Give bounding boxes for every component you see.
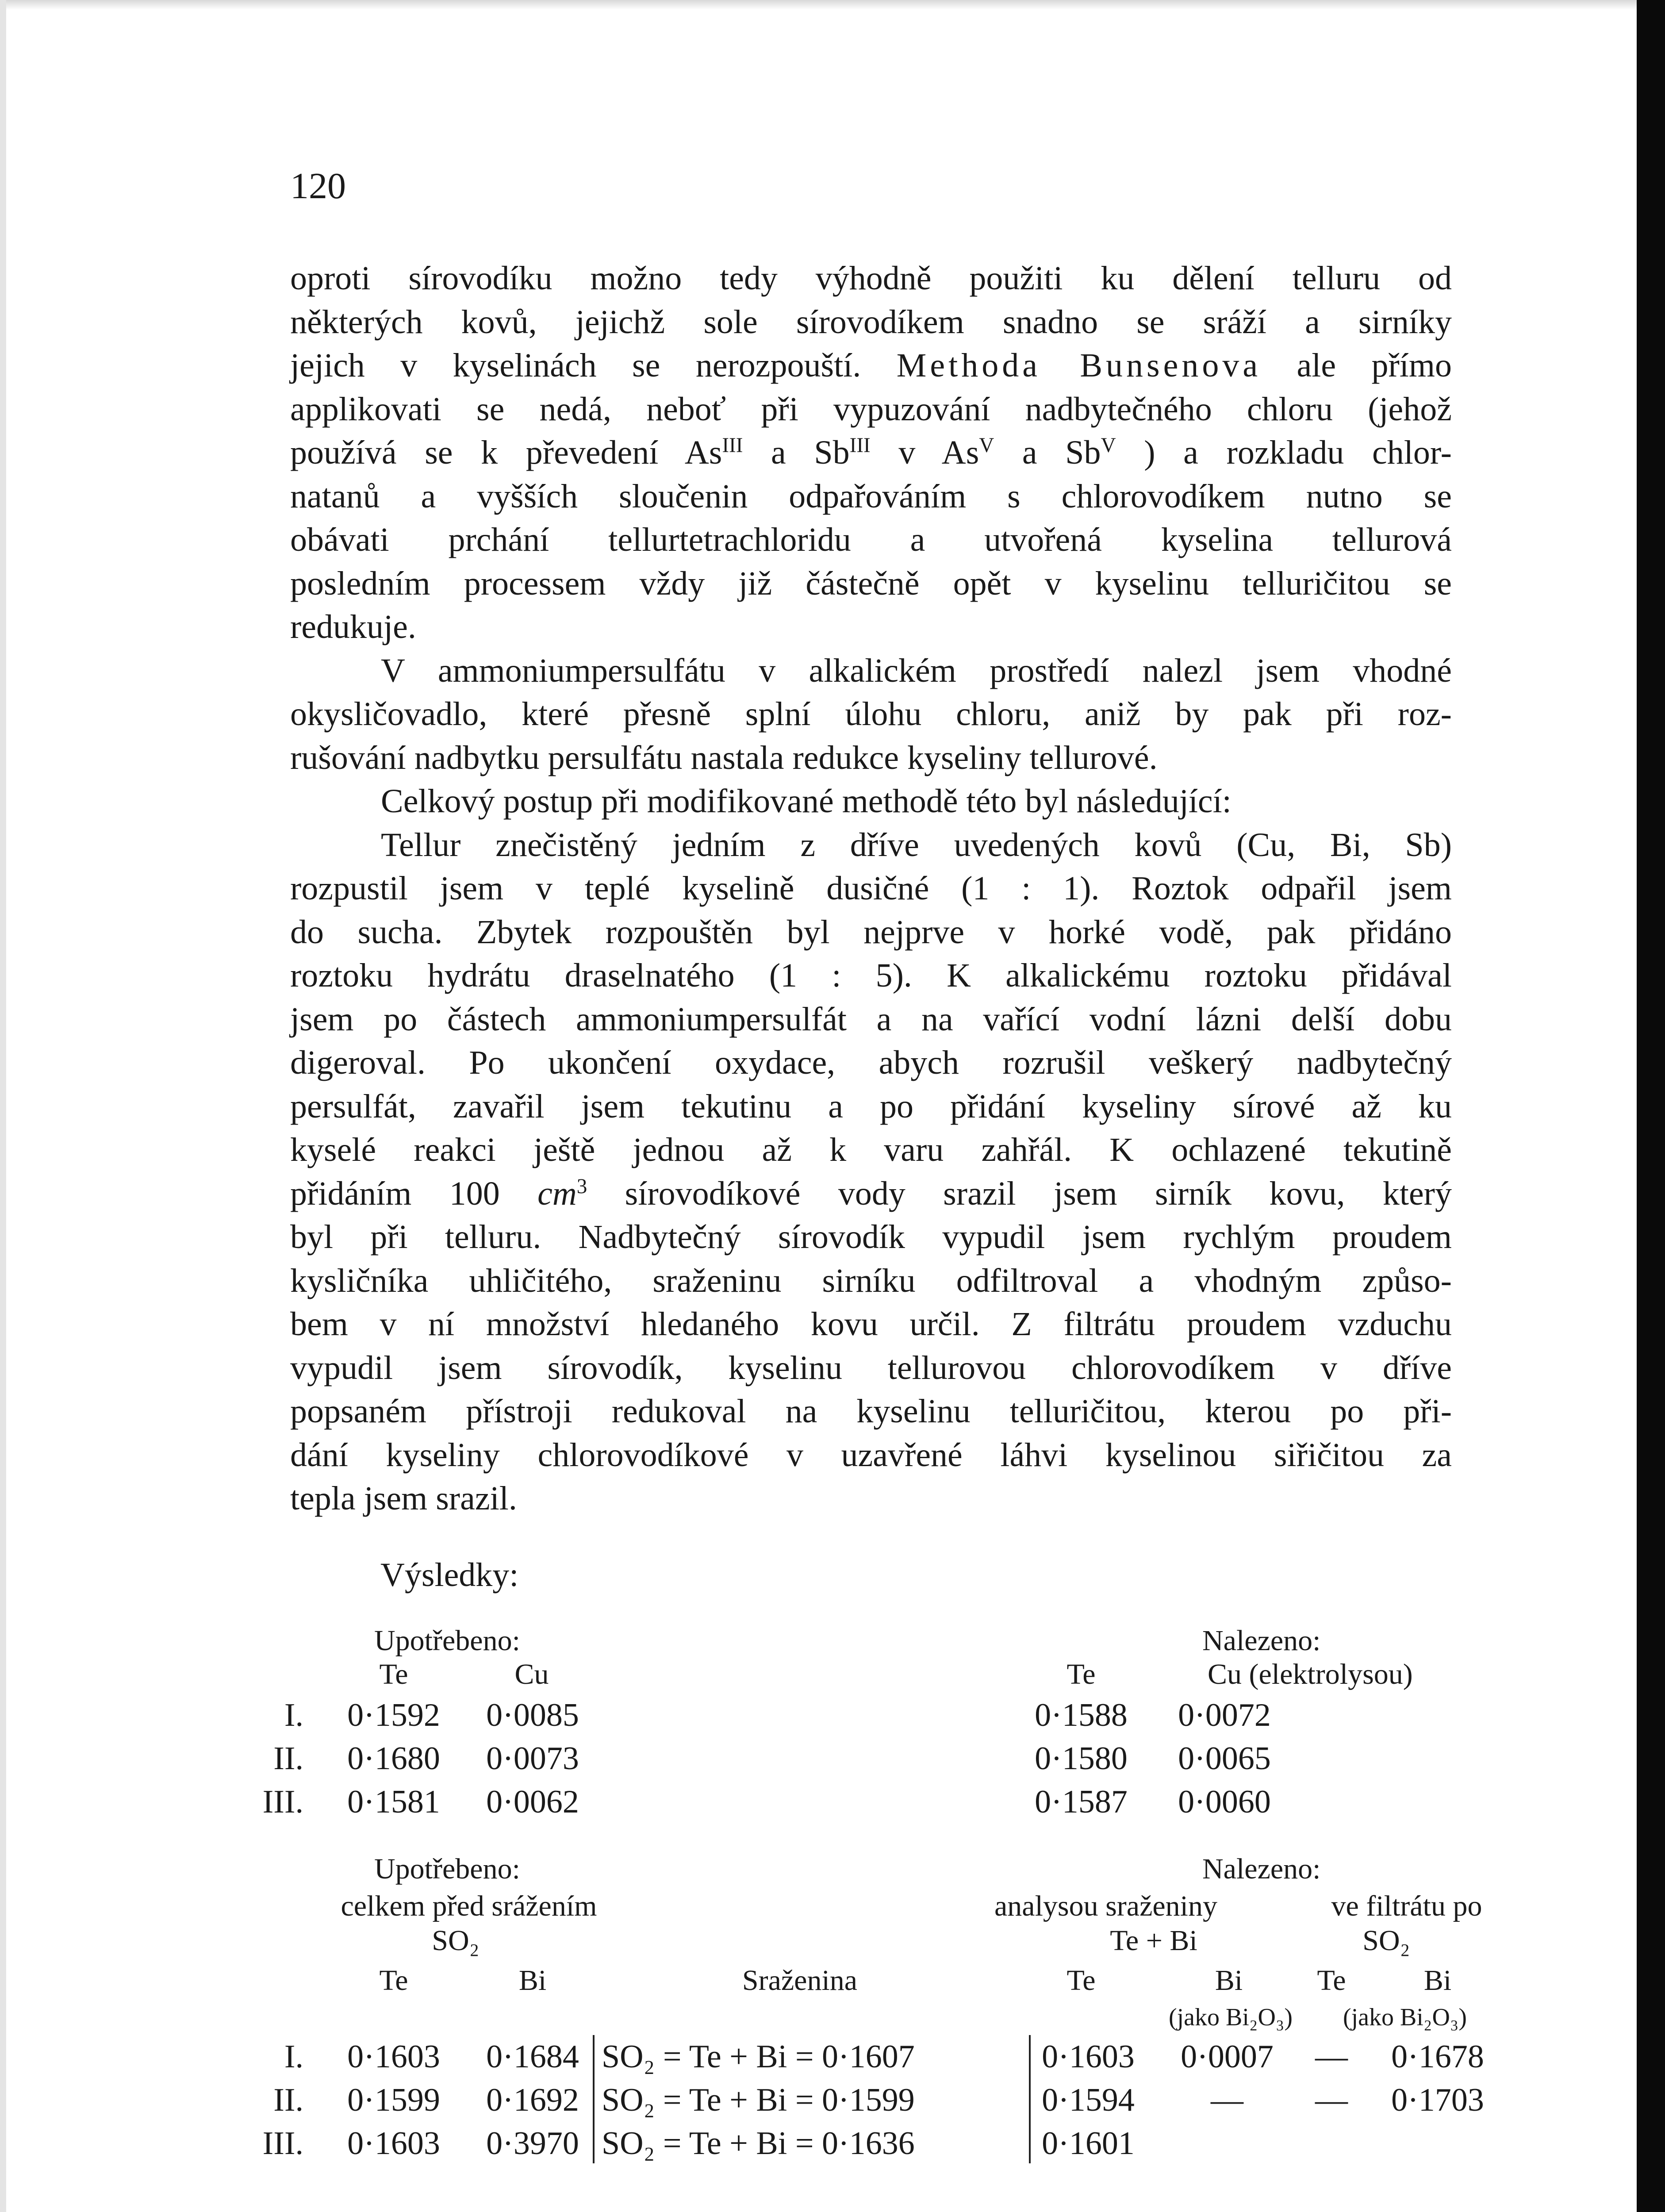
text-segment: III bbox=[849, 434, 871, 457]
text-segment: V bbox=[1101, 434, 1116, 457]
cu-found-value: 0·0065 bbox=[1178, 1740, 1271, 1777]
filtrate-label: ve filtrátu po bbox=[1331, 1890, 1482, 1922]
text-segment: V bbox=[979, 434, 994, 457]
te-found-value: 0·1588 bbox=[1035, 1697, 1128, 1733]
text-line bbox=[290, 1085, 1452, 1129]
text-segment: cm bbox=[537, 1175, 577, 1212]
results-label: Výsledky: bbox=[380, 1556, 519, 1594]
used-label: Upotřebeno: bbox=[374, 1853, 520, 1885]
text-line bbox=[290, 1041, 1452, 1085]
row-label: I. bbox=[284, 1697, 303, 1733]
used-label: Upotřebeno: bbox=[374, 1624, 520, 1657]
col-header-precipitate: Sraženina bbox=[742, 1964, 858, 1997]
col-header-te: Te bbox=[379, 1964, 408, 1997]
te-used-value: 0·1581 bbox=[347, 1784, 440, 1820]
text-line bbox=[290, 518, 1452, 562]
text-line bbox=[290, 605, 1452, 649]
row-label: II. bbox=[273, 1740, 303, 1777]
found-label: Nalezeno: bbox=[1202, 1624, 1321, 1657]
body-text bbox=[290, 257, 1452, 1521]
so2-label: SO₂ bbox=[432, 1924, 480, 1957]
te-bi-label: Te + Bi bbox=[1110, 1924, 1197, 1957]
te-found-value: 0·1580 bbox=[1035, 1740, 1128, 1777]
text-line bbox=[290, 475, 1452, 518]
col-header-bi: Bi bbox=[518, 1964, 547, 1997]
text-segment: natanů a vyšších sloučenin odpařováním s chlorovodíkem nutno se bbox=[290, 477, 1452, 515]
text-segment: V ammoniumpersulfátu v alkalickém prostředí nalezl jsem vhodné bbox=[381, 652, 1452, 689]
text-segment: byl při telluru. Nadbytečný sírovodík vypudil jsem rychlým proudem bbox=[290, 1218, 1452, 1256]
bi-filtrate-value: 0·1703 bbox=[1391, 2082, 1484, 2118]
text-segment: popsaném přístroji redukoval na kyselinu telluričitou, kterou po při- bbox=[290, 1393, 1452, 1430]
text-line bbox=[290, 300, 1452, 344]
col-header-bi-analysis: Bi bbox=[1215, 1964, 1243, 1997]
text-line bbox=[290, 692, 1452, 736]
text-segment: ale přímo bbox=[1261, 347, 1452, 384]
text-line bbox=[290, 1346, 1452, 1390]
bi-used-value: 0·1684 bbox=[486, 2039, 579, 2075]
cu-used-value: 0·0073 bbox=[486, 1740, 579, 1777]
text-segment: v As bbox=[870, 434, 979, 471]
text-segment: 3 bbox=[576, 1175, 587, 1198]
text-segment: a Sb bbox=[994, 434, 1101, 471]
bi-used-value: 0·1692 bbox=[486, 2082, 579, 2118]
text-segment: bem v ní množství hledaného kovu určil. Z filtrátu proudem vzduchu bbox=[290, 1306, 1452, 1343]
cu-used-value: 0·0062 bbox=[486, 1784, 579, 1820]
analysis-label: analysou sraženiny bbox=[994, 1890, 1217, 1922]
text-segment: kyselé reakci ještě jednou až k varu zahřál. K ochlazené tekutině bbox=[290, 1131, 1452, 1168]
text-segment: jsem po částech ammoniumpersulfát a na vařící vodní lázni delší dobu bbox=[290, 1000, 1452, 1038]
text-line bbox=[290, 1215, 1452, 1259]
text-line bbox=[290, 1259, 1452, 1303]
text-segment: jejich v kyselinách se nerozpouští. bbox=[290, 347, 897, 384]
text-line bbox=[290, 736, 1452, 780]
te-filtrate-value: — bbox=[1315, 2082, 1348, 2118]
col-header-cu-used: Cu bbox=[514, 1658, 549, 1690]
text-line bbox=[290, 1477, 1452, 1521]
text-line bbox=[290, 1433, 1452, 1477]
text-segment: Methoda Bunsenova bbox=[896, 347, 1262, 384]
text-segment: III bbox=[722, 434, 743, 457]
text-line bbox=[290, 823, 1452, 867]
text-line bbox=[290, 344, 1452, 388]
text-segment: ) a rozkladu chlor- bbox=[1116, 434, 1452, 471]
bi-analysis-value: — bbox=[1211, 2082, 1243, 2118]
te-used-value: 0·1603 bbox=[347, 2125, 440, 2162]
text-line bbox=[290, 780, 1452, 823]
column-divider bbox=[1029, 2035, 1031, 2163]
scan-edge-left bbox=[0, 0, 6, 2212]
te-analysis-value: 0·1594 bbox=[1042, 2082, 1135, 2118]
bi-analysis-value: 0·0007 bbox=[1181, 2039, 1274, 2075]
text-line bbox=[290, 867, 1452, 910]
text-segment: používá se k převedení As bbox=[290, 434, 722, 471]
cu-used-value: 0·0085 bbox=[486, 1697, 579, 1733]
te-used-value: 0·1599 bbox=[347, 2082, 440, 2118]
text-segment: kysličníka uhličitého, sraženinu sirníku odfiltroval a vhodným způso- bbox=[290, 1262, 1452, 1299]
text-segment: některých kovů, jejichž sole sírovodíkem snadno se sráží a sirníky bbox=[290, 303, 1452, 341]
scan-edge-top bbox=[0, 0, 1665, 10]
te-used-value: 0·1592 bbox=[347, 1697, 440, 1733]
row-label: II. bbox=[273, 2082, 303, 2118]
text-segment: do sucha. Zbytek rozpouštěn byl nejprve v horké vodě, pak přidáno bbox=[290, 913, 1452, 951]
text-segment: persulfát, zavařil jsem tekutinu a po přidání kyseliny sírové až ku bbox=[290, 1087, 1452, 1125]
text-line bbox=[290, 257, 1452, 300]
text-line bbox=[290, 1390, 1452, 1433]
text-segment: applikovati se nedá, neboť při vypuzování nadbytečného chloru (jehož bbox=[290, 390, 1452, 428]
scan-edge-right bbox=[1637, 0, 1665, 2212]
precipitate-value: SO₂ = Te + Bi = 0·1599 bbox=[602, 2082, 915, 2118]
text-segment: obávati prchání tellurtetrachloridu a utvořená kyselina tellurová bbox=[290, 521, 1452, 558]
te-filtrate-value: — bbox=[1315, 2039, 1348, 2075]
col-header-te-filtrate: Te bbox=[1317, 1964, 1346, 1997]
total-before-precipitation-label: celkem před srážením bbox=[341, 1890, 597, 1922]
text-segment: dání kyseliny chlorovodíkové v uzavřené láhvi kyselinou siřičitou za bbox=[290, 1436, 1452, 1474]
te-found-value: 0·1587 bbox=[1035, 1784, 1128, 1820]
col-header-te-found: Te bbox=[1067, 1658, 1096, 1690]
te-used-value: 0·1680 bbox=[347, 1740, 440, 1777]
row-label: III. bbox=[262, 2125, 303, 2162]
text-segment: sírovodíkové vody srazil jsem sirník kovu, který bbox=[587, 1175, 1452, 1212]
te-used-value: 0·1603 bbox=[347, 2039, 440, 2075]
text-segment: digeroval. Po ukončení oxydace, abych rozrušil veškerý nadbytečný bbox=[290, 1044, 1452, 1081]
text-segment: Tellur znečistěný jedním z dříve uvedených kovů (Cu, Bi, Sb) bbox=[381, 826, 1452, 864]
text-line bbox=[290, 910, 1452, 954]
cu-found-value: 0·0072 bbox=[1178, 1697, 1271, 1733]
precipitate-value: SO₂ = Te + Bi = 0·1636 bbox=[602, 2125, 915, 2162]
row-label: III. bbox=[262, 1784, 303, 1820]
text-segment: Celkový postup při modifikované methodě této byl následující: bbox=[381, 783, 1231, 820]
so2-filtrate-label: SO₂ bbox=[1362, 1924, 1410, 1957]
col-header-te-analysis: Te bbox=[1067, 1964, 1096, 1997]
text-segment: okysličovadlo, které přesně splní úlohu chloru, aniž by pak při roz- bbox=[290, 695, 1452, 733]
found-label: Nalezeno: bbox=[1202, 1853, 1321, 1885]
text-line bbox=[290, 649, 1452, 693]
row-label: I. bbox=[284, 2039, 303, 2075]
col-header-bi-filtrate: Bi bbox=[1423, 1964, 1452, 1997]
as-bi2o3-label: (jako Bi₂O₃) bbox=[1343, 2004, 1467, 2031]
col-header-te-used: Te bbox=[379, 1658, 408, 1690]
text-segment: redukuje. bbox=[290, 608, 416, 645]
text-segment: rušování nadbytku persulfátu nastala redukce kyseliny tellurové. bbox=[290, 739, 1158, 776]
text-line bbox=[290, 1172, 1452, 1216]
te-analysis-value: 0·1603 bbox=[1042, 2039, 1135, 2075]
text-line bbox=[290, 954, 1452, 998]
te-analysis-value: 0·1601 bbox=[1042, 2125, 1135, 2162]
column-divider bbox=[593, 2035, 595, 2163]
text-line bbox=[290, 1128, 1452, 1172]
text-segment: roztoku hydrátu draselnatého (1 : 5). K alkalickému roztoku přidával bbox=[290, 957, 1452, 994]
text-segment: tepla jsem srazil. bbox=[290, 1480, 517, 1517]
text-line bbox=[290, 998, 1452, 1041]
text-segment: rozpustil jsem v teplé kyselině dusičné (1 : 1). Roztok odpařil jsem bbox=[290, 870, 1452, 907]
col-header-cu-found: Cu (elektrolysou) bbox=[1208, 1658, 1413, 1690]
bi-filtrate-value: 0·1678 bbox=[1391, 2039, 1484, 2075]
text-segment: vypudil jsem sírovodík, kyselinu tellurovou chlorovodíkem v dříve bbox=[290, 1349, 1452, 1386]
text-segment: a Sb bbox=[743, 434, 850, 471]
text-line bbox=[290, 388, 1452, 431]
page-number: 120 bbox=[290, 165, 346, 207]
text-segment: oproti sírovodíku možno tedy výhodně použiti ku dělení telluru od bbox=[290, 260, 1452, 297]
as-bi2o3-label: (jako Bi₂O₃) bbox=[1168, 2004, 1293, 2031]
text-segment: přidáním 100 bbox=[290, 1175, 538, 1212]
text-segment: posledním processem vždy již částečně opět v kyselinu telluričitou se bbox=[290, 565, 1452, 602]
text-line bbox=[290, 1302, 1452, 1346]
text-line bbox=[290, 562, 1452, 606]
precipitate-value: SO₂ = Te + Bi = 0·1607 bbox=[602, 2039, 915, 2075]
bi-used-value: 0·3970 bbox=[486, 2125, 579, 2162]
text-line bbox=[290, 431, 1452, 475]
cu-found-value: 0·0060 bbox=[1178, 1784, 1271, 1820]
